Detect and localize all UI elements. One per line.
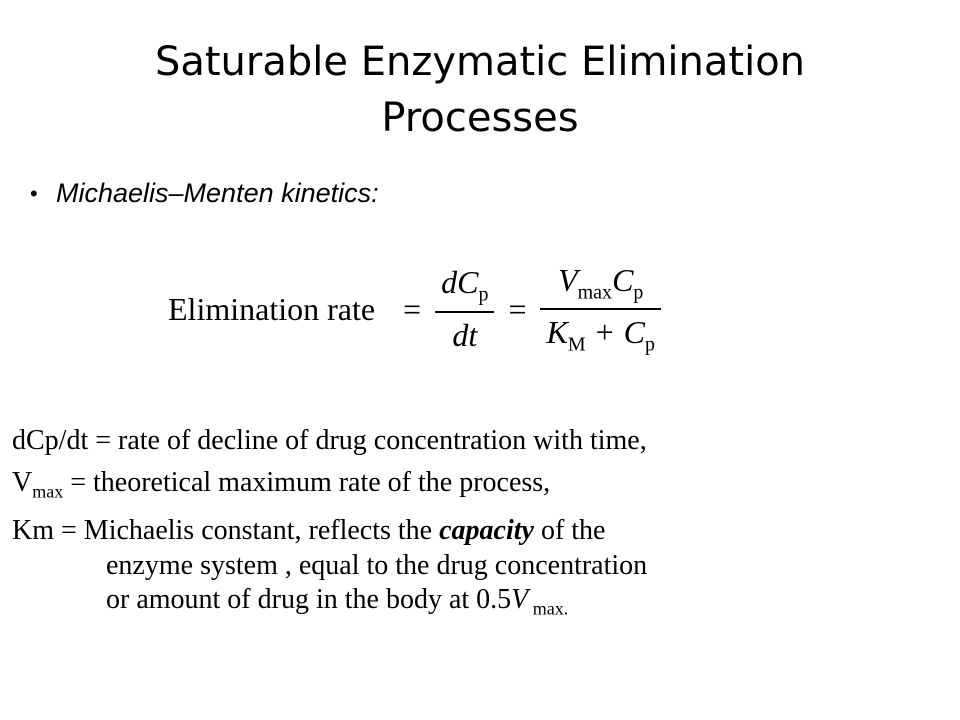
- title-line-1: Saturable Enzymatic Elimination: [154, 39, 806, 85]
- title-line-2: Processes: [381, 95, 579, 141]
- bullet-dot-icon: •: [30, 180, 38, 206]
- fraction-1-numerator: $dC_p$: [441, 264, 489, 306]
- definition-km: Km = Michaelis constant, reflects the capacity of the: [12, 514, 606, 546]
- fraction-1-denominator: dt: [452, 316, 478, 353]
- equals-sign-1: =: [403, 290, 422, 327]
- fraction-vmax-cp: [540, 262, 661, 357]
- equation-lhs: Elimination rate: [168, 290, 376, 327]
- definitions-block: [12, 420, 942, 625]
- definition-dcp-dt: dCp/dt = rate of decline of drug concentration with time,: [12, 425, 647, 456]
- fraction-2-denominator: $K_M + C_p$: [546, 314, 656, 356]
- definition-vmax: $V_{max}$ = theoretical maximum rate of the process,: [12, 467, 551, 502]
- slide-title: [60, 34, 900, 146]
- michaelis-menten-equation: [168, 254, 661, 364]
- bullet-text: Michaelis–Menten kinetics:: [56, 178, 379, 208]
- definition-km-cont-2: or amount of drug in the body at 0.5V $_{max.}$: [106, 583, 569, 619]
- bullet-item: [30, 178, 379, 209]
- equals-sign-2: =: [508, 290, 527, 327]
- fraction-2-numerator: $V_{max}C_p$: [558, 261, 644, 303]
- definition-km-cont-1: enzyme system , equal to the drug concentration: [106, 549, 648, 581]
- fraction-dcp-dt: [435, 264, 494, 353]
- capacity-emphasis: capacity: [439, 514, 534, 546]
